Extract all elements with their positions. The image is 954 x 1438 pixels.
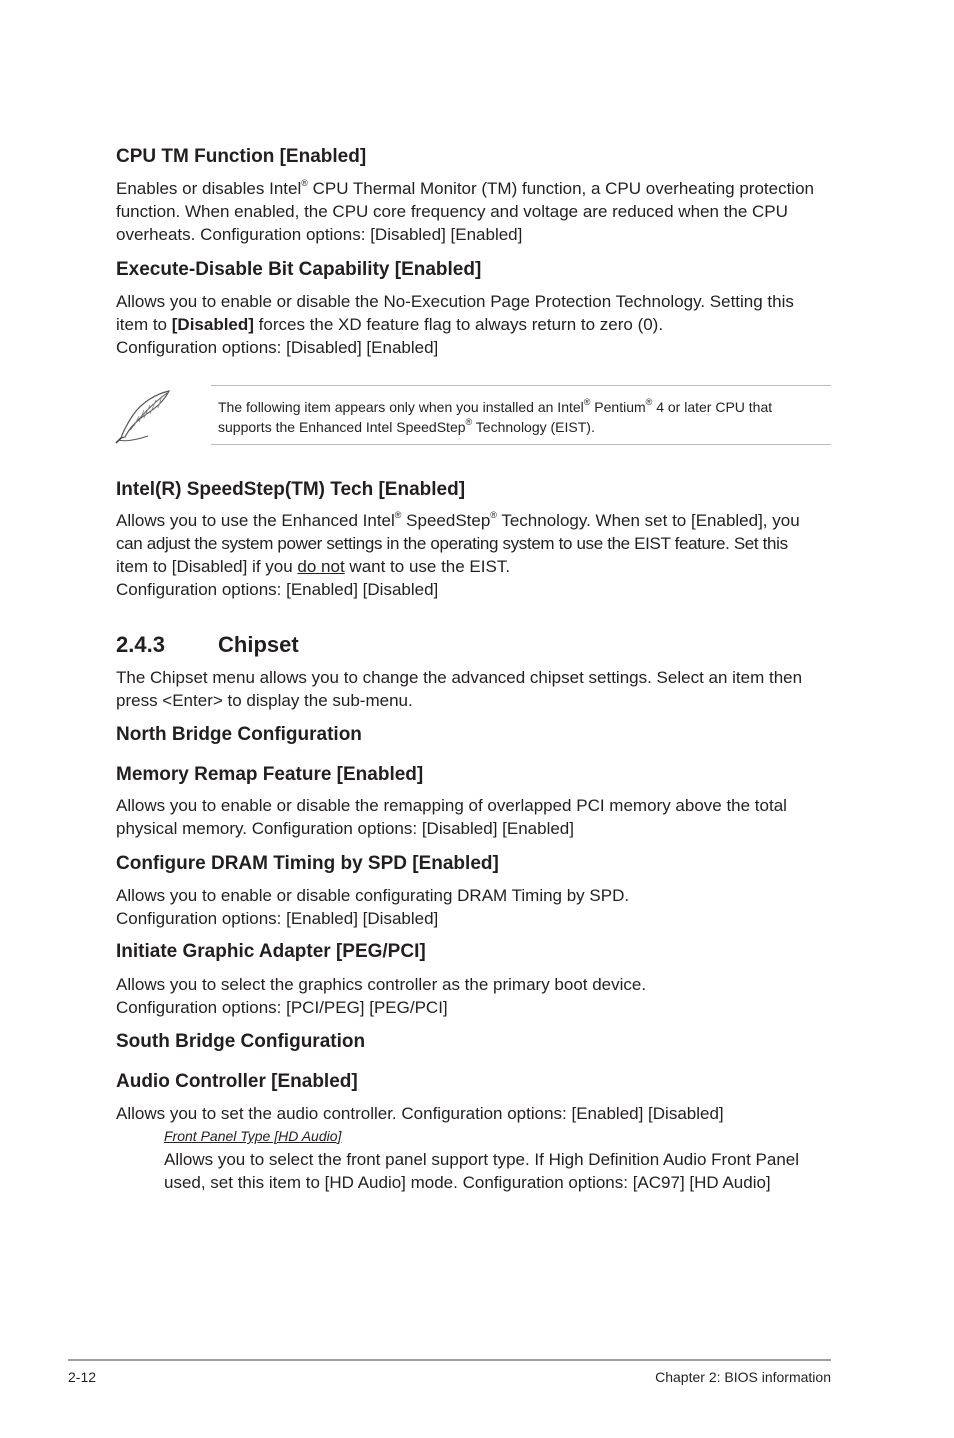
page-number: 2-12 xyxy=(68,1369,97,1385)
front-panel-type-label: Front Panel Type [HD Audio] xyxy=(164,1128,342,1144)
speedstep-heading: Intel(R) SpeedStep(TM) Tech [Enabled] xyxy=(116,479,466,500)
note-box xyxy=(211,385,831,445)
section-number: 2.4.3 xyxy=(116,632,165,657)
chipset-description: The Chipset menu allows you to change the advanced chipset settings. Select an item then press <Enter> to display the sub-menu. xyxy=(116,668,803,710)
front-panel-description: Allows you to select the front panel support type. If High Definition Audio Front Panel used, set this item to [HD Audio] mode. Configuration options: [AC97] [HD Audio] xyxy=(164,1150,800,1192)
cpu-tm-description: Enables or disables Intel® CPU Thermal Monitor (TM) function, a CPU overheating protection function. When enabled, the CPU core frequency and voltage are reduced when the CPU overheats. Configuration options: [Disabled] [Enabled] xyxy=(116,178,814,244)
cpu-tm-heading: CPU TM Function [Enabled] xyxy=(116,146,367,167)
graphic-adapter-heading: Initiate Graphic Adapter [PEG/PCI] xyxy=(116,941,426,962)
note-text: The following item appears only when you installed an Intel® Pentium® 4 or later CPU that supports the Enhanced Intel SpeedStep® Technology (EIST). xyxy=(218,397,773,435)
feather-pen-icon xyxy=(112,388,172,444)
section-title: Chipset xyxy=(218,632,299,657)
north-bridge-heading: North Bridge Configuration xyxy=(116,724,362,745)
audio-heading: Audio Controller [Enabled] xyxy=(116,1071,358,1092)
speedstep-description: Allows you to use the Enhanced Intel® SpeedStep® Technology. When set to [Enabled], you can adjust the system power settings in the operating system to use the EIST feature. Set this item to [Disabled] if you do not want to use the EIST. Configuration options: [Enabled] [Disabled] xyxy=(116,510,800,599)
memory-remap-description: Allows you to enable or disable the remapping of overlapped PCI memory above the total physical memory. Configuration options: [Disabled] [Enabled] xyxy=(116,796,787,838)
xd-bit-description: Allows you to enable or disable the No-Execution Page Protection Technology. Setting this item to [Disabled] forces the XD feature flag to always return to zero (0). Configuration options: [Disabled] [Enabled] xyxy=(116,292,794,357)
xd-bit-heading: Execute-Disable Bit Capability [Enabled] xyxy=(116,259,482,280)
footer-divider xyxy=(68,1359,831,1361)
south-bridge-heading: South Bridge Configuration xyxy=(116,1031,366,1052)
dram-timing-description: Allows you to enable or disable configurating DRAM Timing by SPD. Configuration options: [Enabled] [Disabled] xyxy=(116,886,630,928)
audio-description: Allows you to set the audio controller. Configuration options: [Enabled] [Disabled] xyxy=(116,1104,724,1123)
memory-remap-heading: Memory Remap Feature [Enabled] xyxy=(116,764,424,785)
dram-timing-heading: Configure DRAM Timing by SPD [Enabled] xyxy=(116,853,499,874)
chapter-title: Chapter 2: BIOS information xyxy=(655,1369,831,1385)
graphic-adapter-description: Allows you to select the graphics controller as the primary boot device. Configuration options: [PCI/PEG] [PEG/PCI] xyxy=(116,975,647,1017)
